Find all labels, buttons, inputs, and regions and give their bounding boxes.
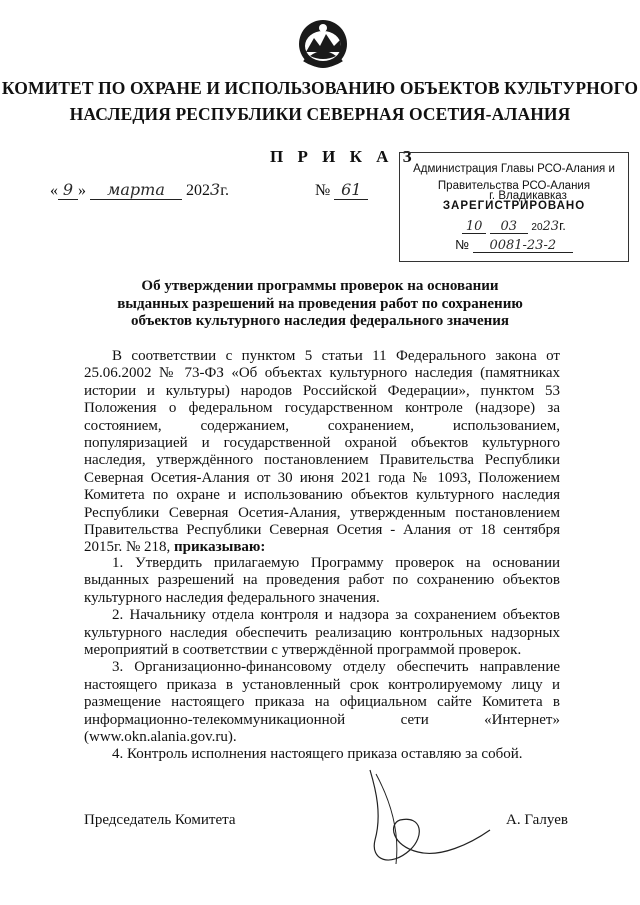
- registration-stamp: [399, 152, 629, 262]
- stamp-date-suffix: г.: [559, 218, 566, 233]
- stamp-line1: Администрация Главы РСО-Алания и: [413, 163, 615, 175]
- title-line2: выданных разрешений на проведения работ по сохранению: [117, 295, 523, 312]
- order-item-1: 1. Утвердить прилагаемую Программу проверок на основании выданных разрешений на проведения работ по сохранению объектов культурного наследия федерального значения.: [84, 555, 560, 606]
- stamp-date: [400, 219, 628, 234]
- stamp-line3: г. Владикавказ: [489, 190, 567, 202]
- order-item-4: 4. Контроль исполнения настоящего приказа оставляю за собой.: [112, 746, 523, 763]
- stamp-number-label: №: [455, 237, 470, 252]
- preamble-bold: приказываю:: [174, 539, 266, 556]
- order-items: [84, 555, 560, 764]
- preamble-text: В соответствии с пунктом 5 статьи 11 Федерального закона от 25.06.2002 № 73-ФЗ «Об объектах культурного наследия (памятниках истории и культуры) народов Российской Федерации», пунктом 53 Положения о федеральном государственном контроле (надзоре) за состоянием, содержанием, сохранением, использованием, популяризацией и государственной охраной объектов культурного наследия, утверждённого постановлением Правительства Республики Северная Осетия-Алания от 30 июня 2021 года № 1093, Положением Комитета по охране и использованию объектов культурного наследия Республики Северная Осетия-Алания, утвержденным постановлением Правительства Республики Северная Осетия - Алания от 18 сентября 2015г. № 218,: [84, 348, 560, 556]
- title-line3: объектов культурного наследия федерального значения: [130, 313, 510, 329]
- committee-name-line1: КОМИТЕТ ПО ОХРАНЕ И ИСПОЛЬЗОВАНИЮ ОБЪЕКТОВ КУЛЬТУРНОГО: [1, 78, 639, 98]
- stamp-date-month: 03: [490, 220, 528, 234]
- stamp-line2: Правительства РСО-Алания: [437, 180, 591, 192]
- date-close-quote: »: [78, 182, 86, 199]
- signatory-name: А. Галуев: [506, 812, 568, 828]
- order-number-value: 61: [334, 180, 368, 200]
- order-item-2: 2. Начальнику отдела контроля и надзора за сохранением объектов культурного наследия обеспечить реализацию контрольных надзорных мероприятий в соответствии с утверждённой программой проверок.: [84, 607, 560, 659]
- order-number-label: №: [315, 182, 331, 199]
- date-open-quote: «: [50, 182, 58, 199]
- committee-name-line2: НАСЛЕДИЯ РЕСПУБЛИКИ СЕВЕРНАЯ ОСЕТИЯ-АЛАНИЯ: [69, 104, 571, 124]
- date-year-prefix: 202: [186, 182, 210, 199]
- order-item-3: 3. Организационно-финансовому отделу обеспечить направление настоящего приказа в установленный срок контролируемому лицу и размещение настоящего приказа на официальном сайте Комитета в информационно-телекоммуникационной сети «Интернет» (www.okn.alania.gov.ru).: [84, 659, 560, 746]
- signatory-position: Председатель Комитета: [84, 812, 236, 828]
- order-date: [50, 180, 229, 200]
- title-line1: Об утверждении программы проверок на основании: [141, 278, 499, 294]
- handwritten-signature: [330, 760, 520, 880]
- stamp-date-year: 23: [542, 219, 560, 234]
- stamp-date-day: 10: [462, 220, 486, 234]
- date-day: 9: [58, 180, 78, 200]
- order-title: [0, 278, 640, 331]
- stamp-date-year-prefix: 20: [531, 222, 543, 233]
- date-month: марта: [90, 180, 182, 200]
- preamble-paragraph: [84, 348, 560, 557]
- date-year-digit: 3: [210, 180, 221, 199]
- date-suffix: г.: [220, 182, 229, 199]
- stamp-number: [400, 238, 628, 253]
- stamp-line4: ЗАРЕГИСТРИРОВАНО: [442, 200, 586, 212]
- stamp-number-value: 0081-23-2: [473, 239, 573, 253]
- coat-of-arms-icon: [296, 16, 350, 70]
- document-type: П Р И К А З: [270, 147, 417, 166]
- order-number: [315, 180, 368, 200]
